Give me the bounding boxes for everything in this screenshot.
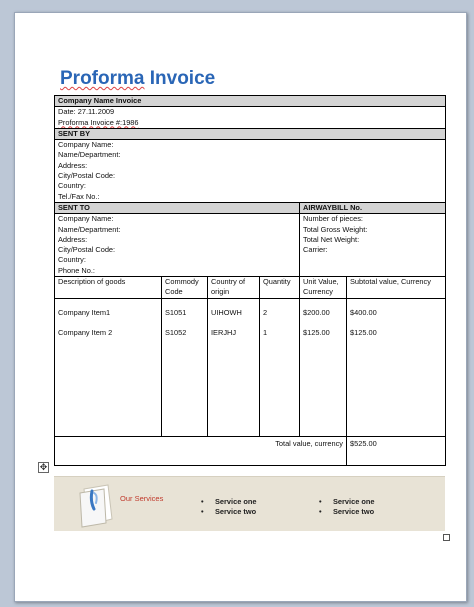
column-header: Country of origin: [208, 277, 260, 299]
sent-by-field: Tel./Fax No.:: [58, 191, 100, 201]
total-value: $525.00: [347, 437, 446, 466]
item-description: Company Item 2: [58, 328, 113, 338]
sent-by-field: Country:: [58, 181, 86, 191]
column-header: Unit Value, Currency: [300, 277, 347, 299]
airwaybill-field: Total Gross Weight:: [303, 224, 368, 234]
airwaybill-field: Total Net Weight:: [303, 234, 360, 244]
sent-by-field: Name/Department:: [58, 150, 121, 160]
airwaybill-field: Carrier:: [303, 245, 328, 255]
service-item: • Service one: [201, 497, 257, 506]
move-cross-icon[interactable]: ✥: [39, 462, 48, 472]
sent-by-field: City/Postal Code:: [58, 171, 116, 181]
item-origin: UIHOWH: [211, 308, 242, 318]
unit-value-cell: [300, 299, 347, 437]
document-icon: [72, 481, 116, 529]
airwaybill-fields: [300, 214, 446, 277]
item-subtotal: $125.00: [350, 328, 377, 338]
item-subtotal: $400.00: [350, 308, 377, 318]
invoice-table: [54, 95, 446, 466]
item-commodity-code: S1051: [165, 308, 187, 318]
invoice-number-line: Proforma Invoice #:1986: [58, 117, 139, 127]
airwaybill-header: AIRWAYBILL No.: [300, 202, 446, 213]
airwaybill-field: Number of pieces:: [303, 214, 363, 224]
quantity-cell: [260, 299, 300, 437]
document-title: Proforma Invoice: [60, 68, 216, 89]
column-header: Commody Code: [162, 277, 208, 299]
services-banner: [54, 476, 445, 531]
sent-by-header: SENT BY: [55, 128, 446, 139]
sent-to-field: Company Name:: [58, 214, 114, 224]
sent-to-field: Country:: [58, 255, 86, 265]
column-header: Description of goods: [55, 277, 162, 299]
origin-cell: [208, 299, 260, 437]
sent-to-field: Name/Department:: [58, 224, 121, 234]
column-header: Subtotal value, Currency: [347, 277, 446, 299]
service-item: • Service two: [201, 507, 257, 516]
subtotal-cell: [347, 299, 446, 437]
resize-square-icon[interactable]: [443, 534, 450, 541]
total-row: [55, 437, 446, 466]
sent-to-field: Phone No.:: [58, 265, 95, 275]
sent-to-field: City/Postal Code:: [58, 245, 116, 255]
sent-to-fields: [55, 214, 300, 277]
services-title: Our Services: [120, 494, 164, 503]
items-body-row: [55, 299, 446, 437]
item-commodity-code: S1052: [165, 328, 187, 338]
item-description: Company Item1: [58, 308, 111, 318]
sent-to-field: Address:: [58, 234, 88, 244]
items-header-row: [55, 277, 446, 299]
commodity-cell: [162, 299, 208, 437]
sent-to-header: SENT TO: [55, 202, 300, 213]
sent-by-field: Address:: [58, 160, 88, 170]
service-item: • Service one: [319, 497, 375, 506]
item-quantity: 1: [263, 328, 268, 338]
service-item: • Service two: [319, 507, 375, 516]
sent-by-fields: [55, 140, 446, 203]
item-quantity: 2: [263, 308, 268, 318]
services-list-b: [319, 497, 375, 517]
item-unit-value: $125.00: [303, 328, 330, 338]
company-name-header: Company Name Invoice: [55, 96, 446, 107]
item-origin: IERJHJ: [211, 328, 237, 338]
services-list-a: [201, 497, 257, 517]
total-label: Total value, currency: [55, 437, 347, 466]
description-cell: [55, 299, 162, 437]
date-invoice-cell: [55, 107, 446, 129]
column-header: Quantity: [260, 277, 300, 299]
date-line: Date: 27.11.2009: [58, 107, 115, 117]
item-unit-value: $200.00: [303, 308, 330, 318]
sent-by-field: Company Name:: [58, 140, 114, 150]
